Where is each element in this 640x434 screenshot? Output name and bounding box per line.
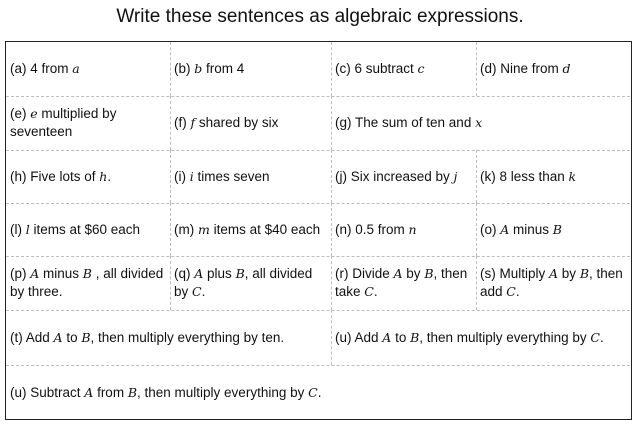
math-variable: B (235, 266, 245, 281)
math-variable: A (393, 266, 403, 281)
question-text (335, 114, 482, 132)
math-variable: h (99, 168, 108, 184)
question-text-part: plus (203, 266, 236, 281)
question-text-part: (p) (10, 266, 31, 281)
question-cell (477, 150, 632, 203)
question-text-part: shared by six (195, 115, 279, 130)
question-cell (171, 150, 330, 203)
question-text (10, 105, 166, 141)
math-variable: B (579, 266, 589, 281)
question-text (480, 168, 576, 186)
math-variable: A (549, 266, 559, 281)
question-text-part: (h) Five lots of (10, 168, 100, 184)
question-text (480, 265, 629, 301)
question-text-part: from (93, 385, 128, 400)
question-text (174, 114, 278, 132)
question-cell (332, 310, 632, 365)
question-text-part: , then add (480, 266, 623, 299)
question-text (174, 60, 244, 78)
question-text-part: (a) 4 from (10, 61, 73, 76)
question-cell (7, 203, 169, 256)
question-cell (332, 203, 475, 256)
math-variable: B (81, 329, 91, 345)
question-cell (7, 42, 169, 96)
math-variable: m (198, 221, 210, 237)
question-text-part: . (373, 284, 378, 299)
math-variable: A (53, 329, 63, 345)
question-text-part: (i) (174, 168, 190, 184)
math-variable: x (475, 115, 483, 130)
question-text (335, 60, 425, 78)
question-text-part: . (201, 284, 206, 299)
question-text-part: (b) (174, 61, 195, 76)
question-text-part: , then multiply everything by ten. (90, 329, 285, 345)
question-text-part: . (317, 385, 322, 400)
question-cell (7, 96, 169, 150)
question-text-part: (c) 6 subtract (335, 61, 418, 76)
math-variable: B (127, 385, 138, 400)
question-text-part: (n) 0.5 from (335, 221, 409, 237)
question-text-part: by (402, 266, 425, 281)
question-cell (332, 256, 475, 310)
question-text-part: minus (39, 266, 83, 281)
question-text-part: (o) (480, 221, 501, 237)
question-text (10, 384, 321, 402)
question-text-part: (e) (10, 106, 31, 121)
math-variable: j (453, 168, 458, 184)
question-cell (171, 203, 330, 256)
question-text-part: , all divided by (174, 266, 313, 299)
question-text (480, 221, 562, 239)
question-text-part: , then multiply everything by (419, 329, 591, 345)
question-text-part: (f) (174, 115, 191, 130)
math-variable: c (417, 61, 425, 76)
math-variable: B (82, 266, 92, 281)
question-text (174, 221, 320, 239)
question-text-part: from 4 (202, 61, 245, 76)
math-variable: n (408, 221, 417, 237)
math-variable: C (590, 329, 600, 345)
question-text-part: items at $40 each (209, 221, 321, 237)
question-text-part: , then take (335, 266, 468, 299)
math-variable: k (568, 168, 577, 184)
question-text-part: (j) Six increased by (335, 168, 454, 184)
math-variable: B (552, 221, 562, 237)
question-text (10, 329, 284, 347)
question-cell (7, 310, 330, 365)
question-text (335, 265, 472, 301)
question-text-part: (u) Subtract (10, 385, 85, 400)
question-cell (477, 203, 632, 256)
math-variable: b (194, 61, 203, 76)
question-cell (477, 256, 632, 310)
question-cell (7, 256, 169, 310)
question-text-part: (k) 8 less than (480, 168, 569, 184)
question-text-part: , all divided by three. (10, 266, 164, 299)
math-variable: f (190, 115, 196, 130)
question-text (174, 168, 270, 186)
question-grid (5, 41, 632, 420)
question-cell (332, 42, 475, 96)
math-variable: A (84, 385, 94, 400)
math-variable: A (500, 221, 510, 237)
question-text-part: (g) The sum of ten and (335, 115, 476, 130)
math-variable: a (72, 61, 80, 76)
worksheet-title: Write these sentences as algebraic expressions. (116, 6, 524, 27)
question-text (335, 329, 604, 347)
question-text-part: , then multiply everything by (137, 385, 309, 400)
question-text-part: items at $60 each (29, 221, 141, 237)
math-variable: d (562, 61, 571, 76)
question-text-part: times seven (193, 168, 270, 184)
math-variable: A (194, 266, 204, 281)
question-text-part: (l) (10, 221, 26, 237)
math-variable: C (308, 385, 318, 400)
question-text (335, 221, 417, 239)
question-cell (332, 150, 475, 203)
question-cell (171, 42, 330, 96)
question-text-part: to (391, 329, 411, 345)
question-cell (7, 365, 632, 421)
question-text-part: . (515, 284, 520, 299)
question-text (174, 265, 327, 301)
question-cell (332, 96, 632, 150)
question-text-part: (q) (174, 266, 195, 281)
question-cell (477, 42, 632, 96)
math-variable: A (382, 329, 392, 345)
question-text-part: (t) Add (10, 329, 54, 345)
math-variable: A (30, 266, 40, 281)
question-text-part: minus (509, 221, 553, 237)
math-variable: e (30, 106, 38, 121)
question-text-part: . (599, 329, 604, 345)
question-text (10, 60, 80, 78)
question-text (10, 168, 111, 186)
question-text-part: by (558, 266, 580, 281)
question-cell (171, 256, 330, 310)
question-text (10, 265, 166, 301)
question-text (335, 168, 457, 186)
question-text-part: (u) Add (335, 329, 383, 345)
question-text (480, 60, 571, 78)
math-variable: C (506, 284, 516, 299)
question-text-part: (d) Nine from (480, 61, 563, 76)
question-text (10, 221, 140, 239)
question-cell (7, 150, 169, 203)
math-variable: B (410, 329, 420, 345)
question-text-part: multiplied by seventeen (10, 106, 117, 139)
question-text-part: (m) (174, 221, 198, 237)
question-cell (171, 96, 330, 150)
question-text-part: to (62, 329, 82, 345)
math-variable: i (189, 168, 194, 184)
math-variable: C (192, 284, 202, 299)
math-variable: l (25, 221, 30, 237)
question-text-part: (r) Divide (335, 266, 394, 281)
question-text-part: . (107, 168, 112, 184)
question-text-part: (s) Multiply (480, 266, 550, 281)
math-variable: B (424, 266, 434, 281)
math-variable: C (364, 284, 374, 299)
